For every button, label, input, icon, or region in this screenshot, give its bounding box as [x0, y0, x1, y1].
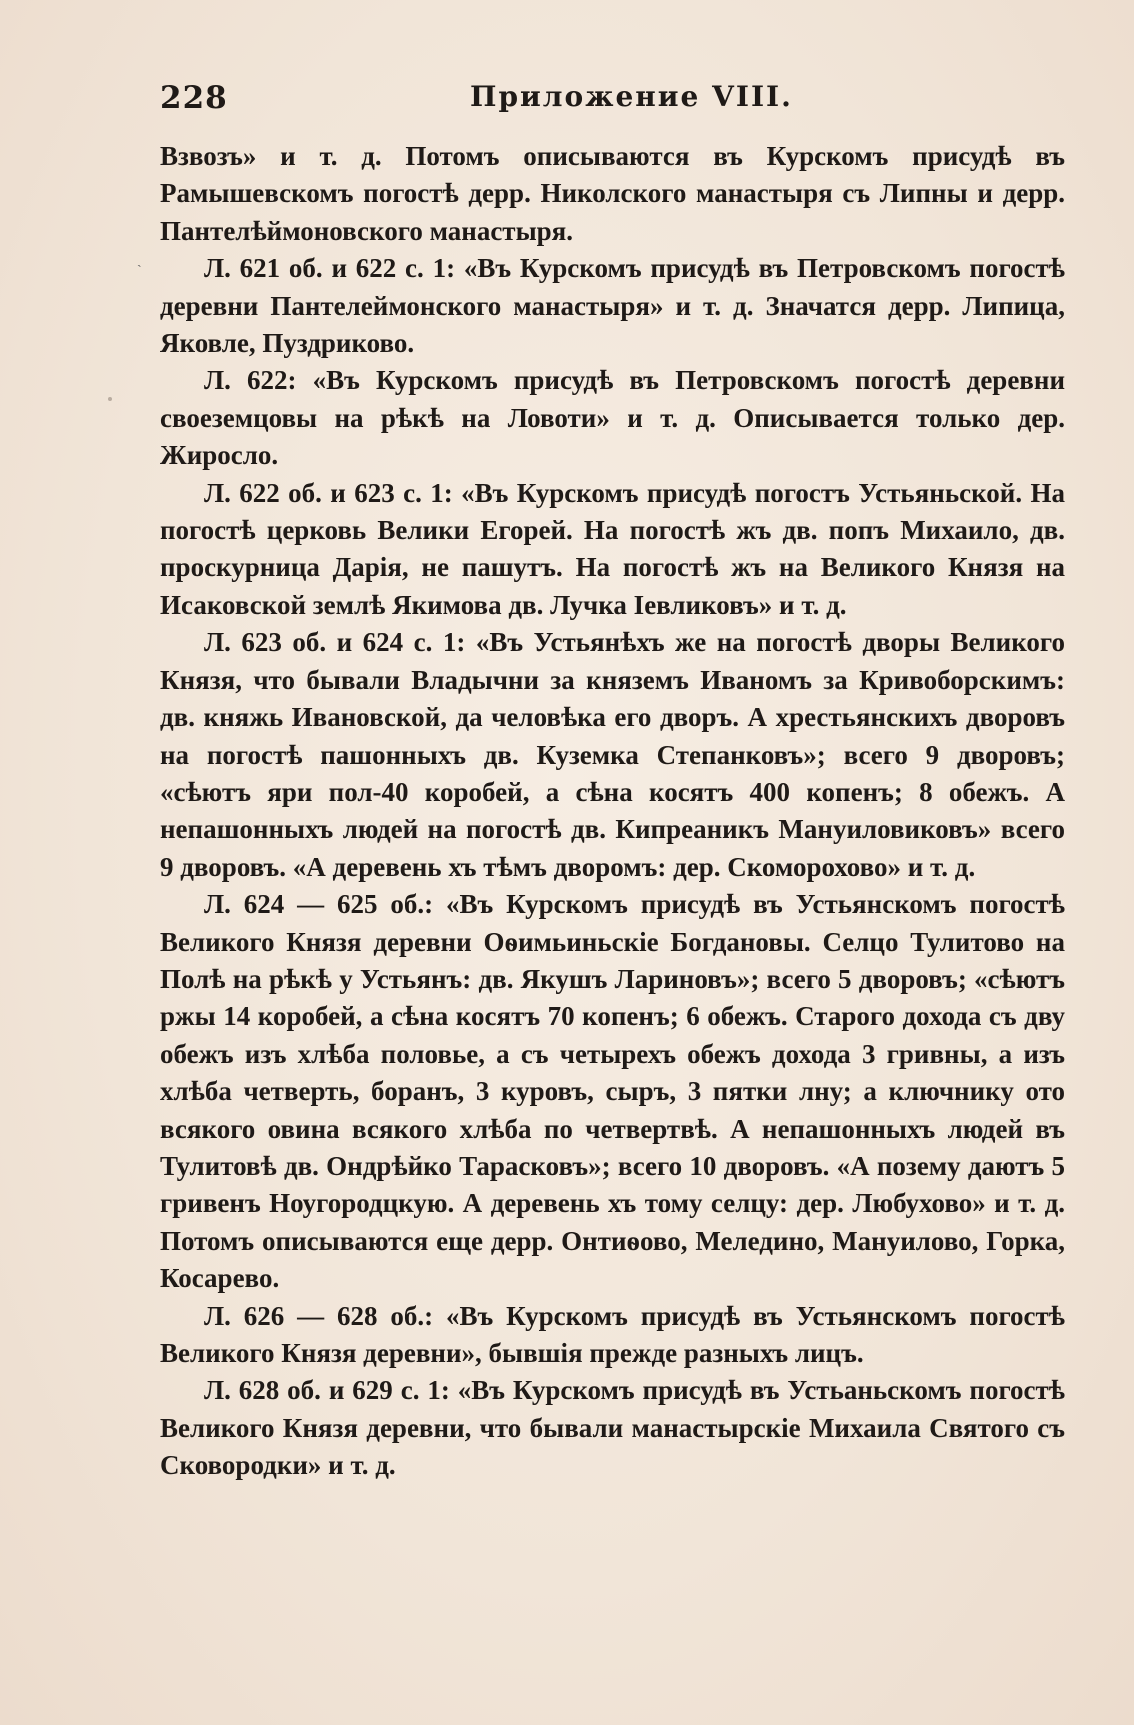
paper-speck [108, 397, 112, 401]
paragraph-l623-624: Л. 623 об. и 624 с. 1: «Въ Устьянѣхъ же на погостѣ дворы Великого Князя, что бывали Владычни за княземъ Иваномъ за Кривоборскимъ: дв. княжь Ивановской, да человѣка его дворъ. А хрестьянскихъ дворовъ на погостѣ пашонныхъ дв. Куземка Степанковъ»; всего 9 дворовъ; «сѣютъ яри пол-40 коробей, а сѣна косятъ 400 копенъ; 8 обежъ. А непашонныхъ людей на погостѣ дв. Кипреаникъ Мануиловиковъ» всего 9 дворовъ. «А деревень хъ тѣмъ дворомъ: дер. Скоморохово» и т. д. [160, 627, 1065, 882]
paragraph-l626-628: Л. 626 — 628 об.: «Въ Курскомъ присудѣ въ Устьянскомъ погостѣ Великого Князя деревни», бывшія прежде разныхъ лицъ. [160, 1300, 1065, 1368]
stray-pen-mark: ˎ [137, 252, 142, 268]
paragraph-continuation: Взвозъ» и т. д. Потомъ описываются въ Курскомъ присудѣ въ Рамышевскомъ погостѣ дерр. Николского манастыря съ Липны и дерр. Пантелѣймоновского манастыря. [160, 141, 1065, 246]
page-header [160, 80, 1065, 124]
page-number: 228 [160, 80, 228, 116]
paragraph-l628-629: Л. 628 об. и 629 с. 1: «Въ Курскомъ присудѣ въ Устьаньскомъ погостѣ Великого Князя деревни, что бывали манастырскіе Михаила Святого съ Сковородки» и т. д. [160, 1375, 1065, 1481]
paragraph-l624-625: Л. 624 — 625 об.: «Въ Курскомъ присудѣ въ Устьянскомъ погостѣ Великого Князя деревни Оѳимьиньскіе Богдановы. Селцо Тулитово на Полѣ на рѣкѣ у Устьянъ: дв. Якушъ Лариновъ»; всего 5 дворовъ; «сѣютъ ржы 14 коробей, а сѣна косятъ 70 копенъ; 6 обежъ. Старого дохода съ дву обежъ изъ хлѣба половье, а съ четырехъ обежъ дохода 3 гривны, а изъ хлѣба четверть, боранъ, 3 куровъ, сыръ, 3 пятки лну; а ключнику ото всякого овина всякого хлѣба по четвертвѣ. А непашонныхъ людей въ Тулитовѣ дв. Ондрѣйко Тарасковъ»; всего 10 дворовъ. «А позему даютъ 5 гривенъ Ноугородцкую. А деревень хъ тому селцу: дер. Любухово» и т. д. Потомъ описываются еще дерр. Онтиѳово, Меледино, Мануилово, Горка, Косарево. [160, 889, 1065, 1294]
paragraph-l622-623: Л. 622 об. и 623 с. 1: «Въ Курскомъ присудѣ погостъ Устьяньской. На погостѣ церковь Велики Егорей. На погостѣ жъ дв. попъ Михаило, дв. проскурница Дарія, не пашутъ. На погостѣ жъ на Великого Князя на Исаковской землѣ Якимова дв. Лучка Іевликовъ» и т. д. [160, 477, 1065, 620]
paragraph-l621: Л. 621 об. и 622 с. 1: «Въ Курскомъ присудѣ въ Петровскомъ погостѣ деревни Пантелеймонского манастыря» и т. д. Значатся дерр. Липица, Яковле, Пуздриково. [160, 253, 1065, 359]
running-title: Приложение VIII. [470, 80, 793, 113]
body-text [160, 138, 1065, 1485]
paragraph-l622: Л. 622: «Въ Курскомъ присудѣ въ Петровскомъ погостѣ деревни своеземцовы на рѣкѣ на Ловоти» и т. д. Описывается только дер. Жиросло. [160, 365, 1065, 471]
